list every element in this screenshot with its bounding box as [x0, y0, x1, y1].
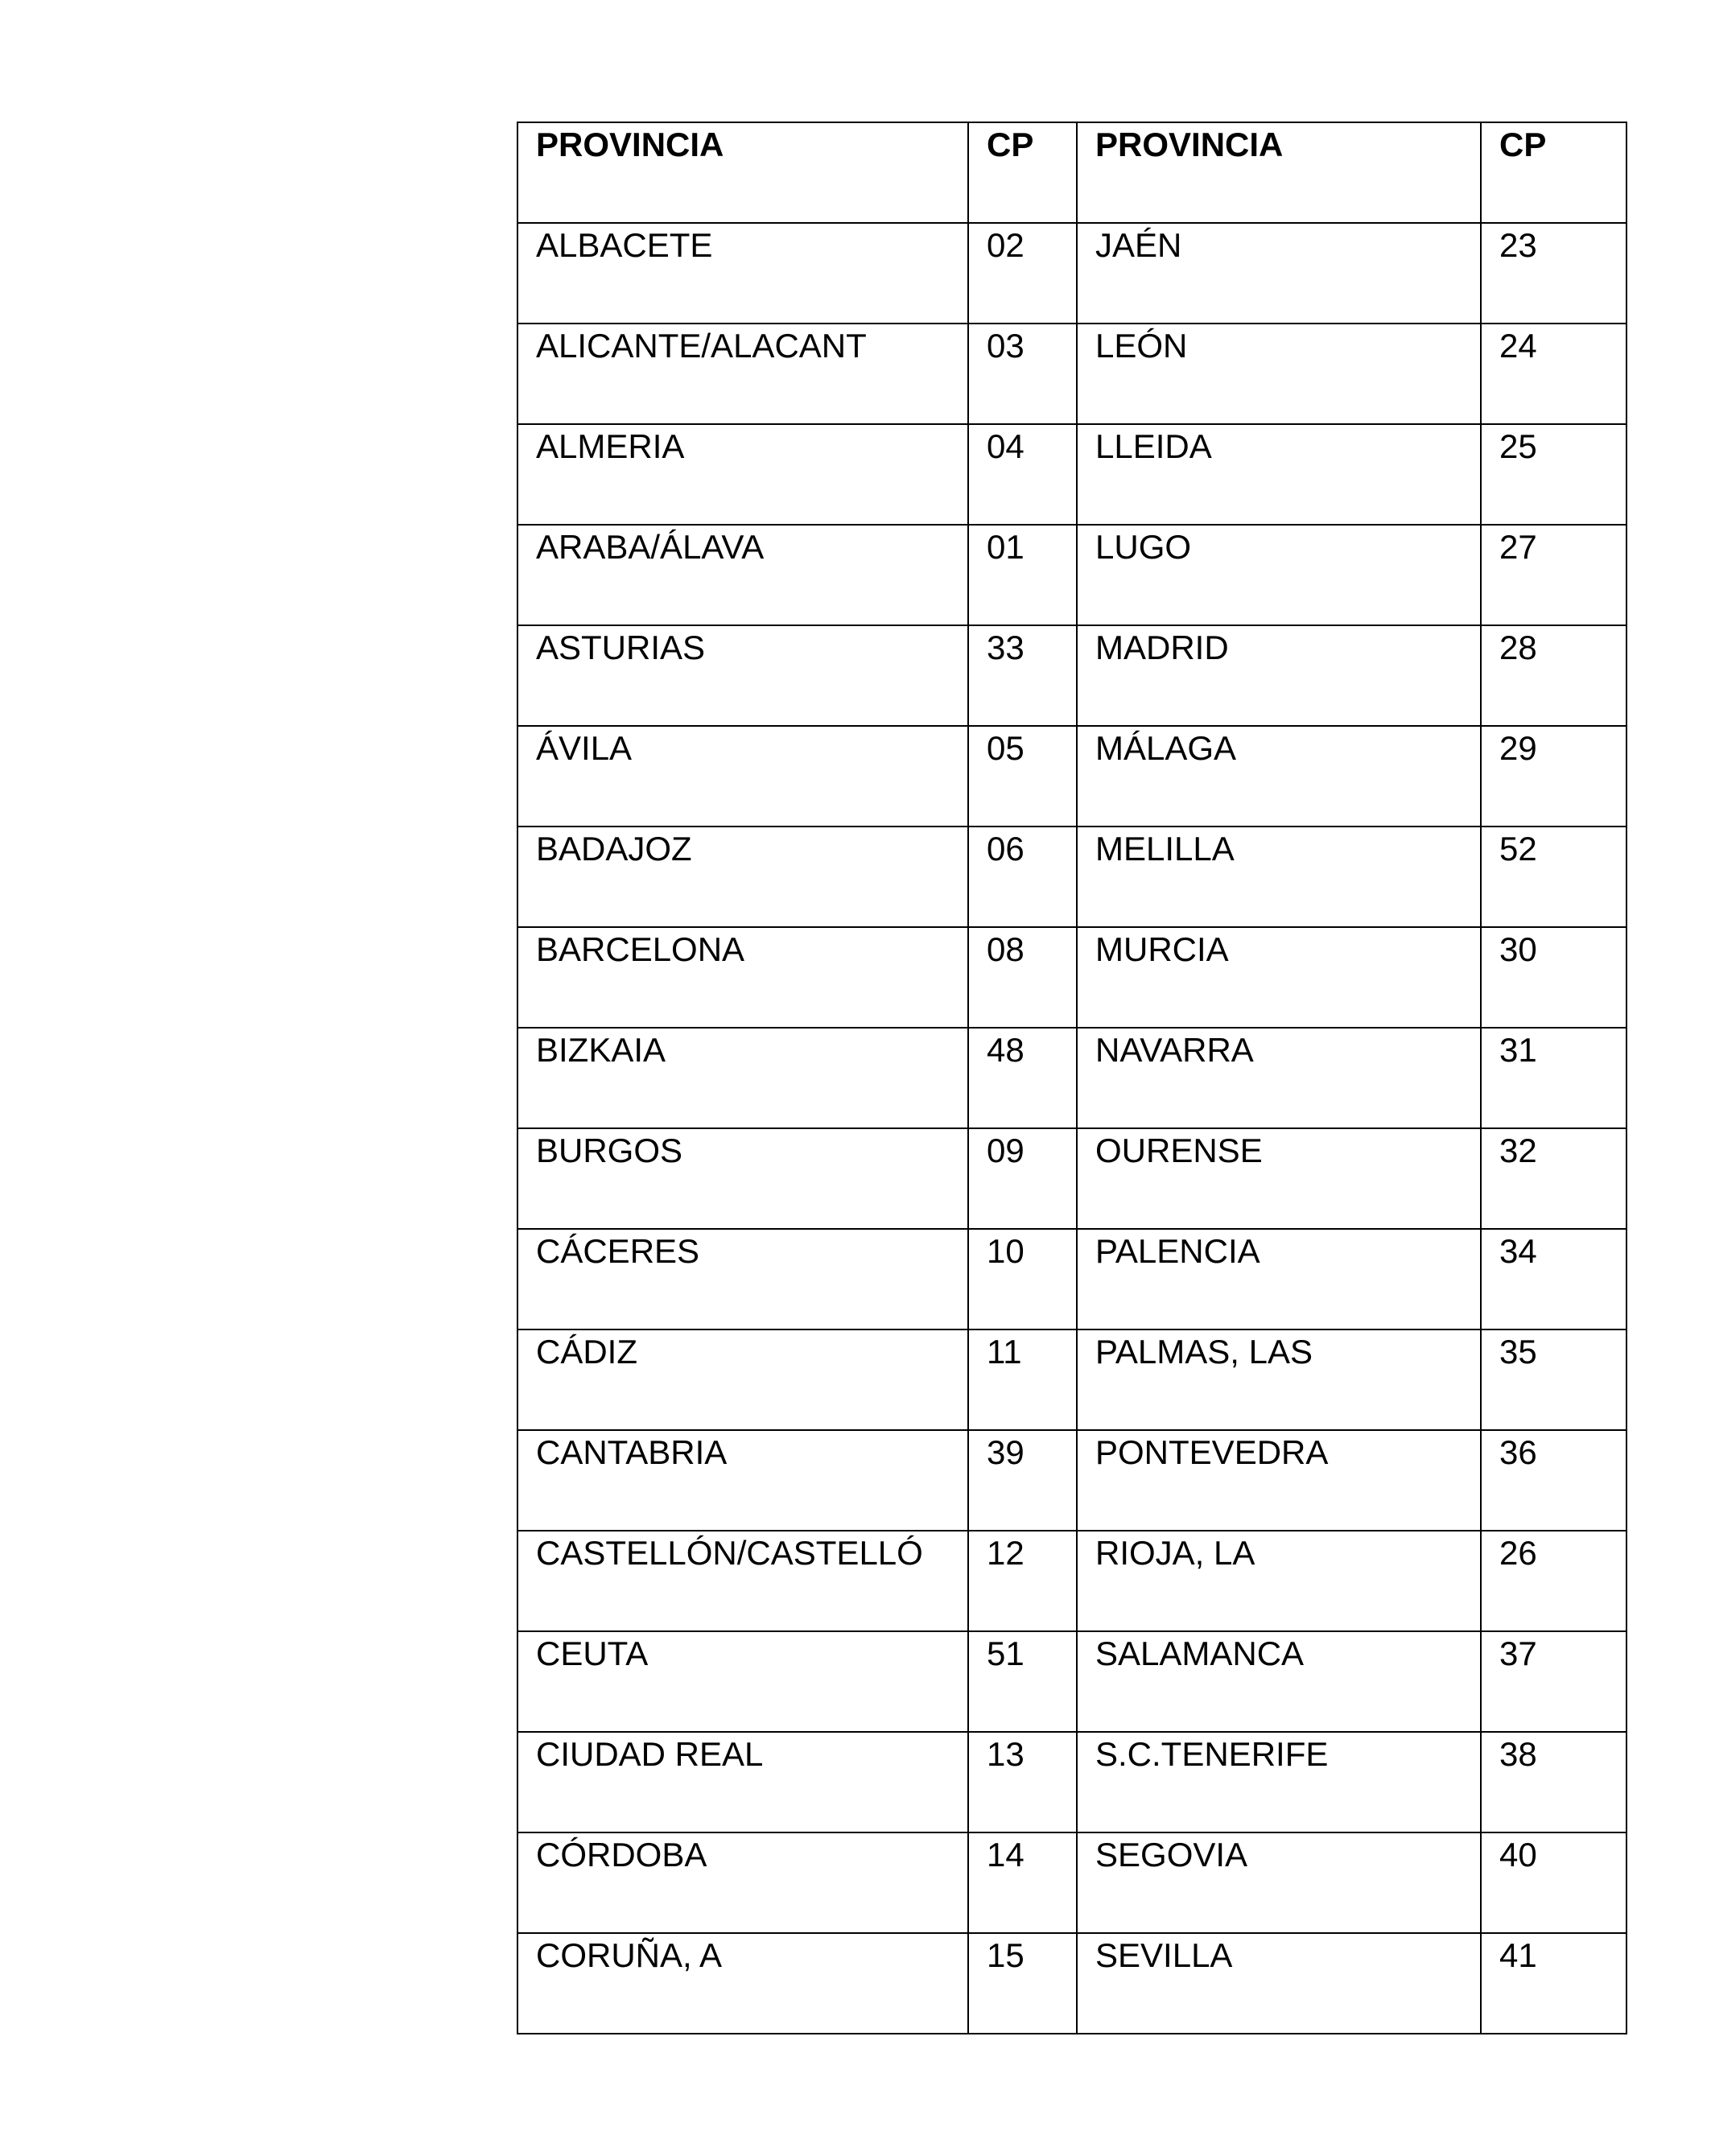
- table-row: [517, 827, 1626, 927]
- province-left-cell: ARABA/ÁLAVA: [517, 525, 968, 625]
- cp-left-cell: 51: [968, 1631, 1077, 1732]
- cp-right-cell: 37: [1481, 1631, 1626, 1732]
- table-row: [517, 1732, 1626, 1832]
- table-header-row: [517, 122, 1626, 223]
- table-row: [517, 1430, 1626, 1531]
- province-right-cell: MELILLA: [1077, 827, 1481, 927]
- province-left-cell: CEUTA: [517, 1631, 968, 1732]
- cp-left-cell: 11: [968, 1329, 1077, 1430]
- cp-left-cell: 08: [968, 927, 1077, 1028]
- cp-right-cell: 25: [1481, 424, 1626, 525]
- province-right-cell: S.C.TENERIFE: [1077, 1732, 1481, 1832]
- cp-left-cell: 10: [968, 1229, 1077, 1329]
- province-left-cell: BARCELONA: [517, 927, 968, 1028]
- province-right-cell: MÁLAGA: [1077, 726, 1481, 827]
- province-left-cell: ASTURIAS: [517, 625, 968, 726]
- cp-left-cell: 05: [968, 726, 1077, 827]
- cp-right-cell: 36: [1481, 1430, 1626, 1531]
- province-right-cell: PONTEVEDRA: [1077, 1430, 1481, 1531]
- header-provincia-right: PROVINCIA: [1077, 122, 1481, 223]
- province-left-cell: CIUDAD REAL: [517, 1732, 968, 1832]
- cp-right-cell: 30: [1481, 927, 1626, 1028]
- cp-right-cell: 29: [1481, 726, 1626, 827]
- cp-right-cell: 24: [1481, 324, 1626, 424]
- province-left-cell: BIZKAIA: [517, 1028, 968, 1128]
- header-provincia-left: PROVINCIA: [517, 122, 968, 223]
- province-left-cell: ALBACETE: [517, 223, 968, 324]
- table-row: [517, 223, 1626, 324]
- cp-right-cell: 23: [1481, 223, 1626, 324]
- cp-right-cell: 41: [1481, 1933, 1626, 2034]
- table-row: [517, 726, 1626, 827]
- province-left-cell: CÁCERES: [517, 1229, 968, 1329]
- table-row: [517, 1329, 1626, 1430]
- cp-left-cell: 39: [968, 1430, 1077, 1531]
- postal-code-table: [517, 122, 1627, 2034]
- table-row: [517, 324, 1626, 424]
- province-right-cell: MURCIA: [1077, 927, 1481, 1028]
- cp-right-cell: 31: [1481, 1028, 1626, 1128]
- cp-right-cell: 27: [1481, 525, 1626, 625]
- province-right-cell: PALMAS, LAS: [1077, 1329, 1481, 1430]
- table-row: [517, 1631, 1626, 1732]
- province-right-cell: RIOJA, LA: [1077, 1531, 1481, 1631]
- province-left-cell: CASTELLÓN/CASTELLÓ: [517, 1531, 968, 1631]
- table-row: [517, 625, 1626, 726]
- table-row: [517, 424, 1626, 525]
- province-right-cell: SEVILLA: [1077, 1933, 1481, 2034]
- header-cp-left: CP: [968, 122, 1077, 223]
- cp-left-cell: 04: [968, 424, 1077, 525]
- province-right-cell: NAVARRA: [1077, 1028, 1481, 1128]
- table-body: [517, 122, 1626, 2034]
- province-left-cell: CÁDIZ: [517, 1329, 968, 1430]
- table-row: [517, 1832, 1626, 1933]
- table-row: [517, 1933, 1626, 2034]
- province-left-cell: ALICANTE/ALACANT: [517, 324, 968, 424]
- cp-left-cell: 48: [968, 1028, 1077, 1128]
- cp-left-cell: 03: [968, 324, 1077, 424]
- cp-right-cell: 28: [1481, 625, 1626, 726]
- province-right-cell: SEGOVIA: [1077, 1832, 1481, 1933]
- table-row: [517, 927, 1626, 1028]
- province-right-cell: SALAMANCA: [1077, 1631, 1481, 1732]
- cp-left-cell: 14: [968, 1832, 1077, 1933]
- cp-left-cell: 13: [968, 1732, 1077, 1832]
- province-left-cell: CANTABRIA: [517, 1430, 968, 1531]
- province-left-cell: CÓRDOBA: [517, 1832, 968, 1933]
- cp-left-cell: 33: [968, 625, 1077, 726]
- cp-right-cell: 52: [1481, 827, 1626, 927]
- province-right-cell: OURENSE: [1077, 1128, 1481, 1229]
- table-row: [517, 1128, 1626, 1229]
- cp-right-cell: 38: [1481, 1732, 1626, 1832]
- cp-left-cell: 01: [968, 525, 1077, 625]
- cp-right-cell: 40: [1481, 1832, 1626, 1933]
- cp-left-cell: 06: [968, 827, 1077, 927]
- cp-left-cell: 15: [968, 1933, 1077, 2034]
- province-left-cell: ALMERIA: [517, 424, 968, 525]
- province-right-cell: JAÉN: [1077, 223, 1481, 324]
- cp-left-cell: 09: [968, 1128, 1077, 1229]
- province-left-cell: CORUÑA, A: [517, 1933, 968, 2034]
- province-right-cell: LLEIDA: [1077, 424, 1481, 525]
- table-row: [517, 1028, 1626, 1128]
- cp-right-cell: 26: [1481, 1531, 1626, 1631]
- cp-left-cell: 12: [968, 1531, 1077, 1631]
- province-right-cell: PALENCIA: [1077, 1229, 1481, 1329]
- cp-right-cell: 35: [1481, 1329, 1626, 1430]
- province-right-cell: MADRID: [1077, 625, 1481, 726]
- province-left-cell: BADAJOZ: [517, 827, 968, 927]
- province-right-cell: LEÓN: [1077, 324, 1481, 424]
- cp-right-cell: 34: [1481, 1229, 1626, 1329]
- cp-left-cell: 02: [968, 223, 1077, 324]
- province-left-cell: BURGOS: [517, 1128, 968, 1229]
- province-right-cell: LUGO: [1077, 525, 1481, 625]
- province-left-cell: ÁVILA: [517, 726, 968, 827]
- table-row: [517, 1229, 1626, 1329]
- table-row: [517, 1531, 1626, 1631]
- cp-right-cell: 32: [1481, 1128, 1626, 1229]
- table-row: [517, 525, 1626, 625]
- header-cp-right: CP: [1481, 122, 1626, 223]
